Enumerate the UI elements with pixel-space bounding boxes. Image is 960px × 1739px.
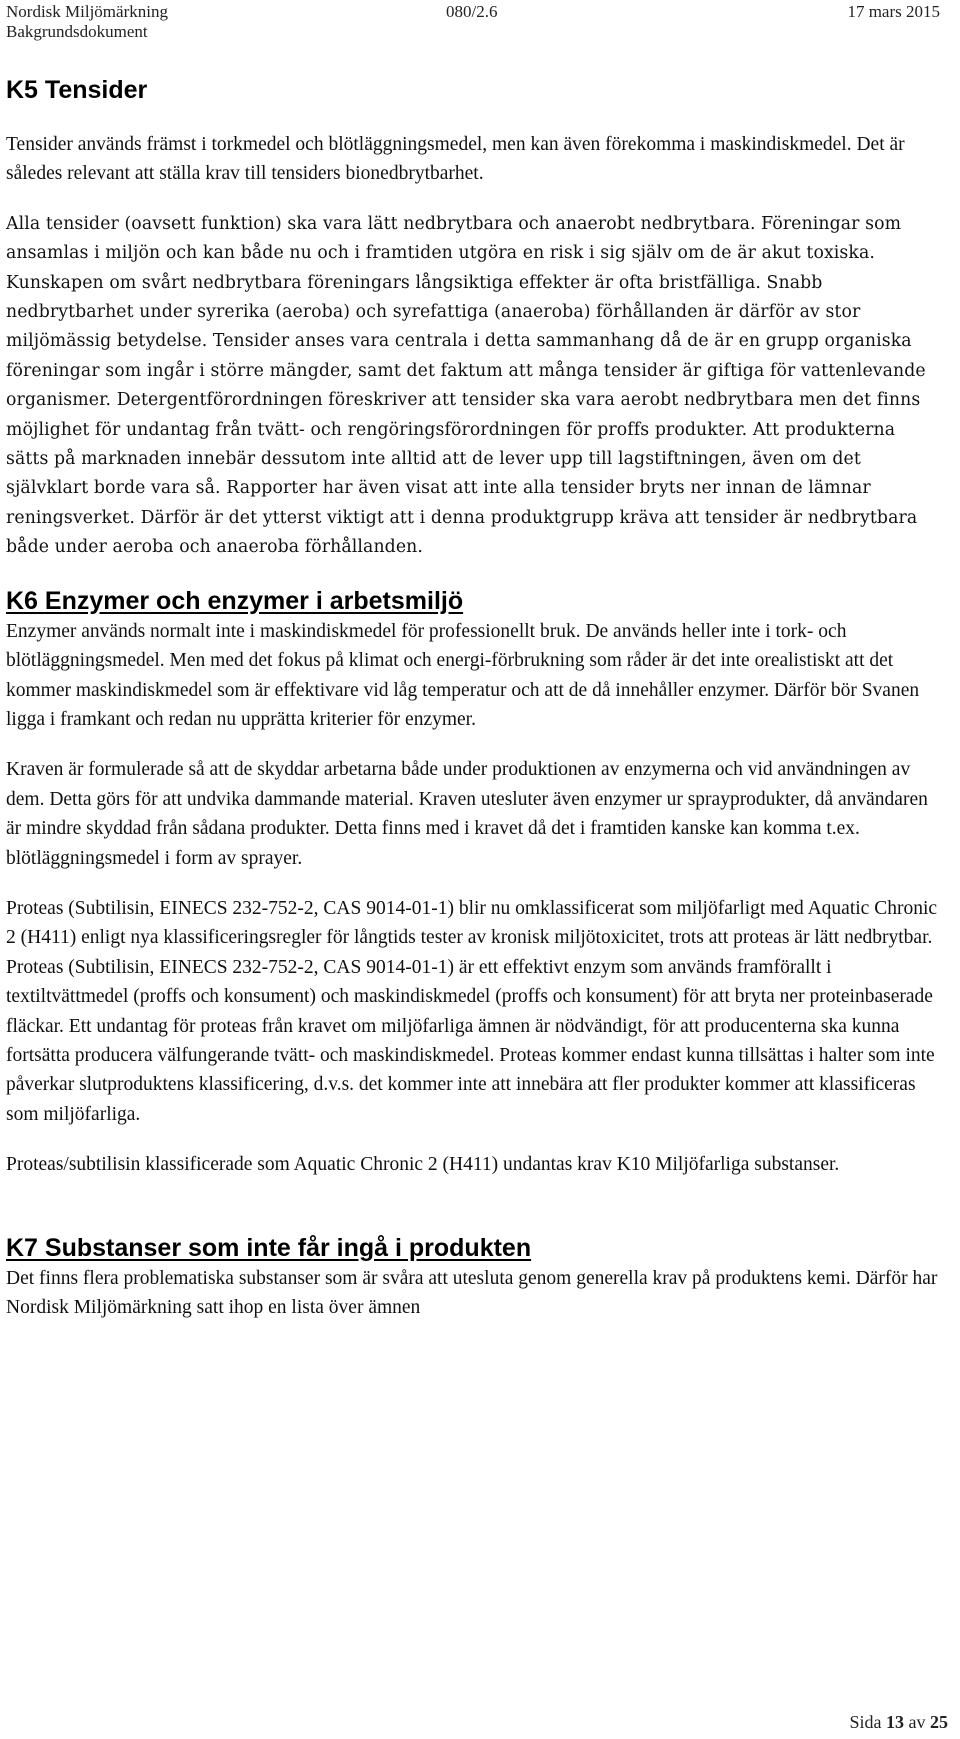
footer-page-number: 13 (886, 1712, 904, 1732)
header-document-type: Bakgrundsdokument (6, 22, 148, 41)
section-k6 (6, 585, 940, 1180)
section-k7-paragraph-1: Det finns flera problematiska substanser som är svåra att utesluta genom generella krav på produktens kemi. Därför har Nordisk Miljömärkning satt ihop en lista över ämnen (6, 1267, 938, 1318)
header-date: 17 mars 2015 (847, 2, 940, 21)
footer-of-word: av (908, 1712, 926, 1732)
section-k6-paragraph-4: Proteas/subtilisin klassificerade som Aquatic Chronic 2 (H411) undantas krav K10 Miljöfarliga substanser. (6, 1154, 840, 1176)
section-k5-title: K5 Tensider (6, 76, 148, 104)
page-footer (849, 1712, 948, 1733)
header-organization: Nordisk Miljömärkning (6, 2, 168, 21)
section-k5-intro: Tensider används främst i torkmedel och blötläggningsmedel, men kan även förekomma i maskindiskmedel. Det är således relevant att ställa krav till tensiders bionedbrytbarhet. (6, 134, 905, 185)
section-k6-paragraph-1: Enzymer används normalt inte i maskindiskmedel för professionellt bruk. De används heller inte i tork- och blötläggningsmedel. Men med det fokus på klimat och energi-förbrukning som råder är det inte orealistiskt att det kommer maskindiskmedel som är effektivare vid låg temperatur och att de då innehåller enzymer. Därför bör Svanen ligga i framkant och redan nu upprätta kriterier för enzymer. (6, 620, 920, 730)
section-k6-paragraph-2: Kraven är formulerade så att de skyddar arbetarna både under produktionen av enzymerna och vid användningen av dem. Detta görs för att undvika dammande material. Kraven utesluter även enzymer ur sprayprodukter, då användaren är mindre skyddad från sådana produkter. Detta finns med i kravet då det i framtiden kanske kan komma t.ex. blötläggningsmedel i form av sprayer. (6, 759, 928, 869)
document-body (6, 74, 940, 1322)
page-header (6, 0, 940, 44)
section-k7-title: K7 Substanser som inte får ingå i produkten (6, 1233, 532, 1262)
section-k7 (6, 1232, 940, 1323)
footer-page-word: Sida (849, 1712, 882, 1732)
section-k6-paragraph-3: Proteas (Subtilisin, EINECS 232-752-2, CAS 9014-01-1) blir nu omklassificerat som miljöfarligt med Aquatic Chronic 2 (H411) enligt nya klassificeringsregler för långtids tester av kronisk miljötoxicitet, trots att proteas är lätt nedbrytbar. Proteas (Subtilisin, EINECS 232-752-2, CAS 9014-01-1) är ett effektivt enzym som används framförallt i textiltvättmedel (proffs och konsument) och maskindiskmedel (proffs och konsument) för att bryta ner proteinbaserade fläckar. Ett undantag för proteas från kravet om miljöfarliga ämnen är nödvändigt, för att producenterna ska kunna fortsätta producera välfungerande tvätt- och maskindiskmedel. Proteas kommer endast kunna tillsättas i halter som inte påverkar slutproduktens klassificering, d.v.s. det kommer inte att innebära att fler produkter kommer att klassificeras som miljöfarliga. (6, 897, 938, 1125)
section-k5-body: Alla tensider (oavsett funktion) ska vara lätt nedbrytbara och anaerobt nedbrytbara. Föreningar som ansamlas i miljön och kan både nu och i framtiden utgöra en risk i sig själv om de är akut toxiska. Kunskapen om svårt nedbrytbara föreningars långsiktiga effekter är ofta bristfälliga. Snabb nedbrytbarhet under syrerika (aeroba) och syrefattiga (anaeroba) förhållanden är därför av stor miljömässig betydelse. Tensider anses vara centrala i detta sammanhang då de är en grupp organiska föreningar som ingår i större mängder, samt det faktum att många tensider är giftiga för vattenlevande organismer. Detergentförordningen föreskriver att tensider ska vara aerobt nedbrytbara men det finns möjlighet för undantag från tvätt- och rengöringsförordningen för proffs produkter. Att produkterna sätts på marknaden innebär dessutom inte alltid att de lever upp till lagstiftningen, även om det självklart borde vara så. Rapporter har även visat att inte alla tensider bryts ner innan de lämnar reningsverket. Därför är det ytterst viktigt att i denna produktgrupp kräva att tensider är nedbrytbara både under aeroba och anaeroba förhållanden. (6, 213, 926, 558)
section-k5 (6, 74, 940, 563)
header-document-number: 080/2.6 (446, 2, 498, 21)
footer-page-total: 25 (930, 1712, 948, 1732)
section-k6-title: K6 Enzymer och enzymer i arbetsmiljö (6, 586, 464, 615)
